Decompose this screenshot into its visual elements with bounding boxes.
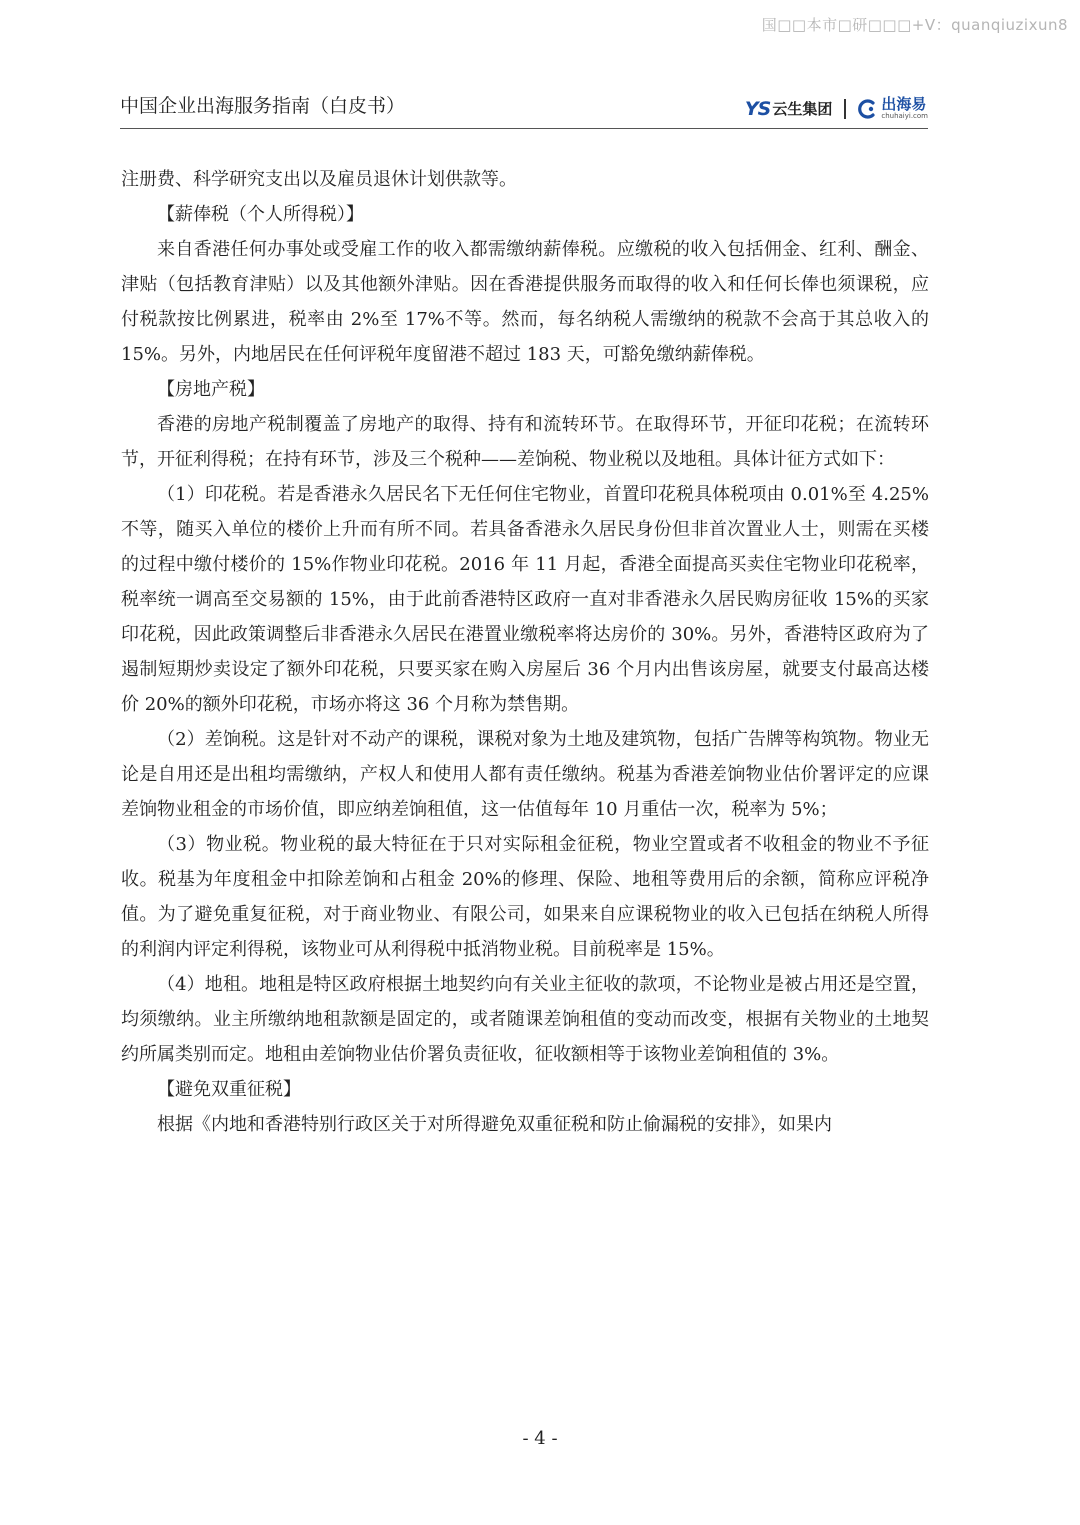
paragraph: 香港的房地产税制覆盖了房地产的取得、持有和流转环节。在取得环节，开征印花税；在流转环节，开征利得税；在持有环节，涉及三个税种——差饷税、物业税以及地租。具体计征方式如下： <box>121 414 929 470</box>
chuhaiyi-logo-url: chuhaiyi.com <box>881 112 928 120</box>
paragraph: （3）物业税。物业税的最大特征在于只对实际租金征税，物业空置或者不收租金的物业不予征收。税基为年度租金中扣除差饷和占租金 20%的修理、保险、地租等费用后的余额，简称应评税净值。为了避免重复征税，对于商业物业、有限公司，如果来自应课税物业的收入已包括在纳税人所得的利润内评定利得税，该物业可从利得税中抵消物业税。目前税率是 15%。 <box>121 834 929 960</box>
paragraph: 【避免双重征税】 <box>157 1079 301 1100</box>
paragraph: 【房地产税】 <box>157 379 265 400</box>
paragraph: （2）差饷税。这是针对不动产的课税，课税对象为土地及建筑物，包括广告牌等构筑物。物业无论是自用还是出租均需缴纳，产权人和使用人都有责任缴纳。税基为香港差饷物业估价署评定的应课差饷物业租金的市场价值，即应纳差饷租值，这一估值每年 10 月重估一次，税率为 5%； <box>121 729 929 820</box>
paragraph: 来自香港任何办事处或受雇工作的收入都需缴纳薪俸税。应缴税的收入包括佣金、红利、酬金、津贴（包括教育津贴）以及其他额外津贴。因在香港提供服务而取得的收入和任何长俸也须课税，应付税款按比例累进，税率由 2%至 17%不等。然而，每名纳税人需缴纳的税款不会高于其总收入的 15%。另外，内地居民在任何评税年度留港不超过 183 天，可豁免缴纳薪俸税。 <box>121 239 929 365</box>
body-text <box>121 162 929 1142</box>
header-rule <box>120 128 928 129</box>
logo-divider <box>844 99 846 119</box>
chuhaiyi-logo-icon <box>858 99 878 119</box>
paragraph: 根据《内地和香港特别行政区关于对所得避免双重征税和防止偷漏税的安排》，如果内 <box>157 1114 832 1135</box>
watermark-text: 国□□本市□研□□□+V：quanqiuzixun8 <box>761 16 1068 34</box>
chuhaiyi-logo <box>858 97 928 120</box>
chuhaiyi-logo-text: 出海易 <box>881 95 927 113</box>
paragraph: （1）印花税。若是香港永久居民名下无任何住宅物业，首置印花税具体税项由 0.01%至 4.25%不等，随买入单位的楼价上升而有所不同。若具备香港永久居民身份但非首次置业人士，则需在买楼的过程中缴付楼价的 15%作物业印花税。2016 年 11 月起，香港全面提高买卖住宅物业印花税率，税率统一调高至交易额的 15%，由于此前香港特区政府一直对非香港永久居民购房征收 15%的买家印花税，因此政策调整后非香港永久居民在港置业缴税率将达房价的 30%。另外，香港特区政府为了遏制短期炒卖设定了额外印花税，只要买家在购入房屋后 36 个月内出售该房屋，就要支付最高达楼价 20%的额外印花税，市场亦将这 36 个月称为禁售期。 <box>121 484 929 715</box>
paragraph: 注册费、科学研究支出以及雇员退休计划供款等。 <box>121 169 517 190</box>
yunsheng-logo <box>745 98 832 120</box>
yunsheng-logo-text: 云生集团 <box>772 100 833 118</box>
yunsheng-logo-mark: YS <box>744 97 771 120</box>
page-header <box>120 88 928 128</box>
header-logos <box>745 97 928 120</box>
paragraph: 【薪俸税（个人所得税）】 <box>157 204 364 225</box>
paragraph: （4）地租。地租是特区政府根据土地契约向有关业主征收的款项，不论物业是被占用还是空置，均须缴纳。业主所缴纳地租款额是固定的，或者随课差饷租值的变动而改变，根据有关物业的土地契约所属类别而定。地租由差饷物业估价署负责征收，征收额相等于该物业差饷租值的 3%。 <box>121 974 929 1065</box>
document-title: 中国企业出海服务指南（白皮书） <box>120 95 406 117</box>
page-number: - 4 - <box>522 1428 558 1449</box>
